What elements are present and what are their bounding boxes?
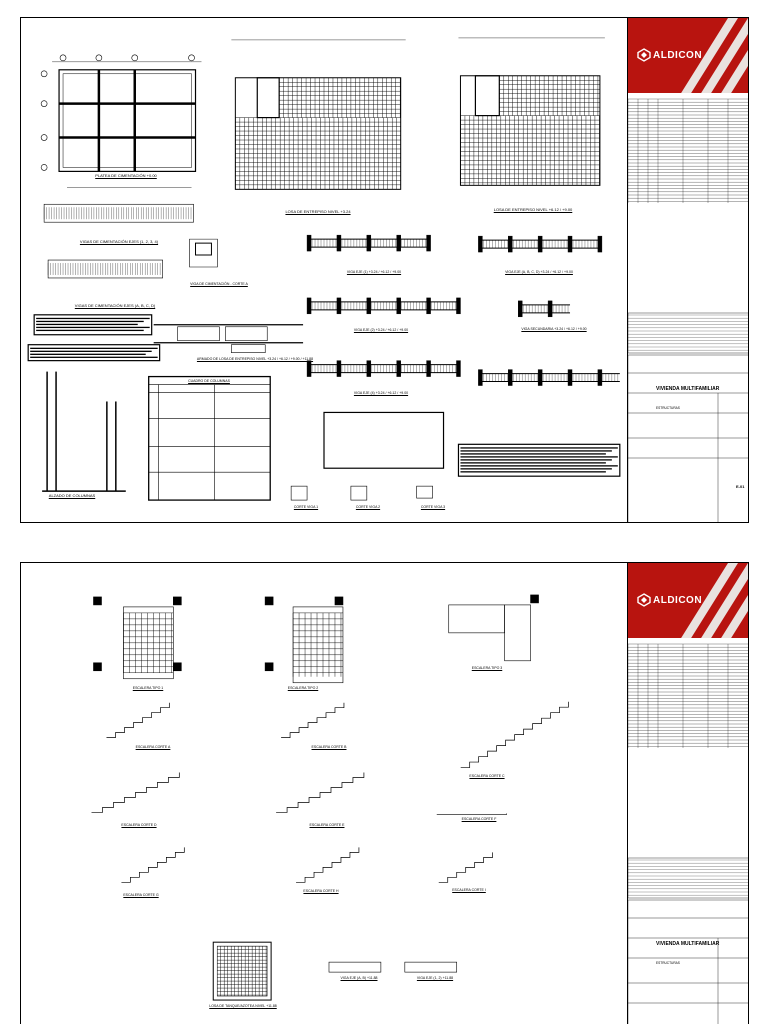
label-viga-eje-4: VIGA EJE (4) +3.24 / +6.12 / +9.00 — [353, 391, 409, 395]
label-viga-cim-2: VIGAS DE CIMENTACIÓN EJES (A, B, C, D) — [74, 303, 156, 308]
escalera-tipo-3-plan — [449, 595, 539, 661]
corte-viga-details — [291, 486, 432, 500]
losa-2-plan — [460, 76, 599, 186]
company-name-2: ALDICON — [653, 595, 703, 606]
company-logo — [628, 18, 749, 93]
alzado-columnas — [42, 372, 126, 492]
titleblock-tables-2 — [628, 638, 749, 1024]
label-losa-1: LOSA DE ENTREPISO NIVEL +3.24 — [285, 209, 351, 214]
label-escalera-tipo-2: ESCALERA TIPO 2 — [287, 686, 319, 690]
label-corte-b: ESCALERA CORTE B — [311, 745, 347, 749]
label-corte-viga-3: CORTE VIGA 3 — [420, 505, 446, 509]
label-viga-eje-3: VIGA EJE (2) +3.24 / +6.12 / +9.00 — [353, 328, 409, 332]
titleblock-tables-1 — [628, 93, 749, 523]
label-escalera-tipo-1: ESCALERA TIPO 1 — [132, 686, 164, 690]
discipline-1: ESTRUCTURAS — [656, 406, 680, 410]
label-viga-tanque-1: VIGA EJE (A, B) +11.88 — [340, 976, 378, 980]
label-platea: PLATEA DE CIMENTACIÓN +0.00 — [95, 173, 157, 178]
armado-losa-section — [154, 325, 303, 353]
label-viga-secundaria: VIGA SECUNDARIA +3.24 / +6.12 / +9.00 — [521, 327, 587, 331]
label-corte-g: ESCALERA CORTE G — [123, 893, 159, 897]
label-corte-viga-2: CORTE VIGA 2 — [355, 505, 381, 509]
drawing-sheet-1 — [20, 17, 749, 523]
aldicon-logo-icon — [637, 593, 651, 607]
discipline-2: ESTRUCTURAS — [656, 961, 680, 965]
escalera-tipo-1-plan — [94, 597, 182, 679]
label-losa-2: LOSA DE ENTREPISO NIVEL +6.12 / +9.00 — [493, 207, 573, 212]
label-corte-h: ESCALERA CORTE H — [303, 889, 339, 893]
title-block-1 — [627, 18, 749, 522]
project-name-2: VIVIENDA MULTIFAMILIAR — [656, 941, 720, 947]
label-corte-e: ESCALERA CORTE E — [309, 823, 345, 827]
label-corte-viga-1: CORTE VIGA 1 — [293, 505, 319, 509]
viga-corte-a-detail — [190, 239, 218, 267]
label-viga-eje-1: VIGA EJE (1) +3.24 / +6.12 / +9.00 — [346, 270, 402, 274]
label-corte-d: ESCALERA CORTE D — [121, 823, 157, 827]
label-corte-a: ESCALERA CORTE A — [135, 745, 171, 749]
label-viga-eje-2: VIGA EJE (A, B, C, D) +3.24 / +6.12 / +9.00 — [505, 270, 573, 274]
label-viga-corte: VIGA DE CIMENTACIÓN - CORTE A — [190, 282, 248, 286]
label-losa-tanque: LOSA DE TANQUE/AZOTEA NIVEL +11.88 — [209, 1004, 277, 1008]
label-alzado: ALZADO DE COLUMNAS — [48, 493, 96, 498]
label-viga-tanque-2: VIGA EJE (1, 2) +11.88 — [416, 976, 454, 980]
label-corte-i: ESCALERA CORTE I — [452, 888, 486, 892]
drawing-sheet-2 — [20, 562, 749, 1024]
label-cuadro: CUADRO DE COLUMNAS — [188, 379, 230, 383]
company-logo-2 — [628, 563, 749, 638]
label-corte-c: ESCALERA CORTE C — [469, 774, 505, 778]
platea-plan — [41, 55, 201, 172]
label-escalera-tipo-3: ESCALERA TIPO 3 — [471, 666, 503, 670]
label-viga-cim-1: VIGAS DE CIMENTACIÓN EJES (1, 2, 3, 4) — [79, 239, 159, 244]
company-name: ALDICON — [653, 50, 703, 61]
escalera-tipo-2-plan — [265, 597, 343, 683]
sheet-2-drawing-area — [21, 563, 627, 1024]
cuadro-columnas-table — [149, 377, 271, 501]
label-armado-losa: ARMADO DE LOSA DE ENTREPISO NIVEL +3.24 / +6.12 / +9.00 / +11.88 — [196, 357, 314, 361]
project-name-1: VIVIENDA MULTIFAMILIAR — [656, 386, 720, 392]
label-corte-f: ESCALERA CORTE F — [461, 817, 497, 821]
title-block-2 — [627, 563, 749, 1024]
beam-detail-box — [324, 412, 444, 468]
viga-tanque-elevations — [329, 962, 457, 972]
sheet-number-1: E-01 — [736, 484, 745, 489]
aldicon-logo-icon — [637, 48, 651, 62]
